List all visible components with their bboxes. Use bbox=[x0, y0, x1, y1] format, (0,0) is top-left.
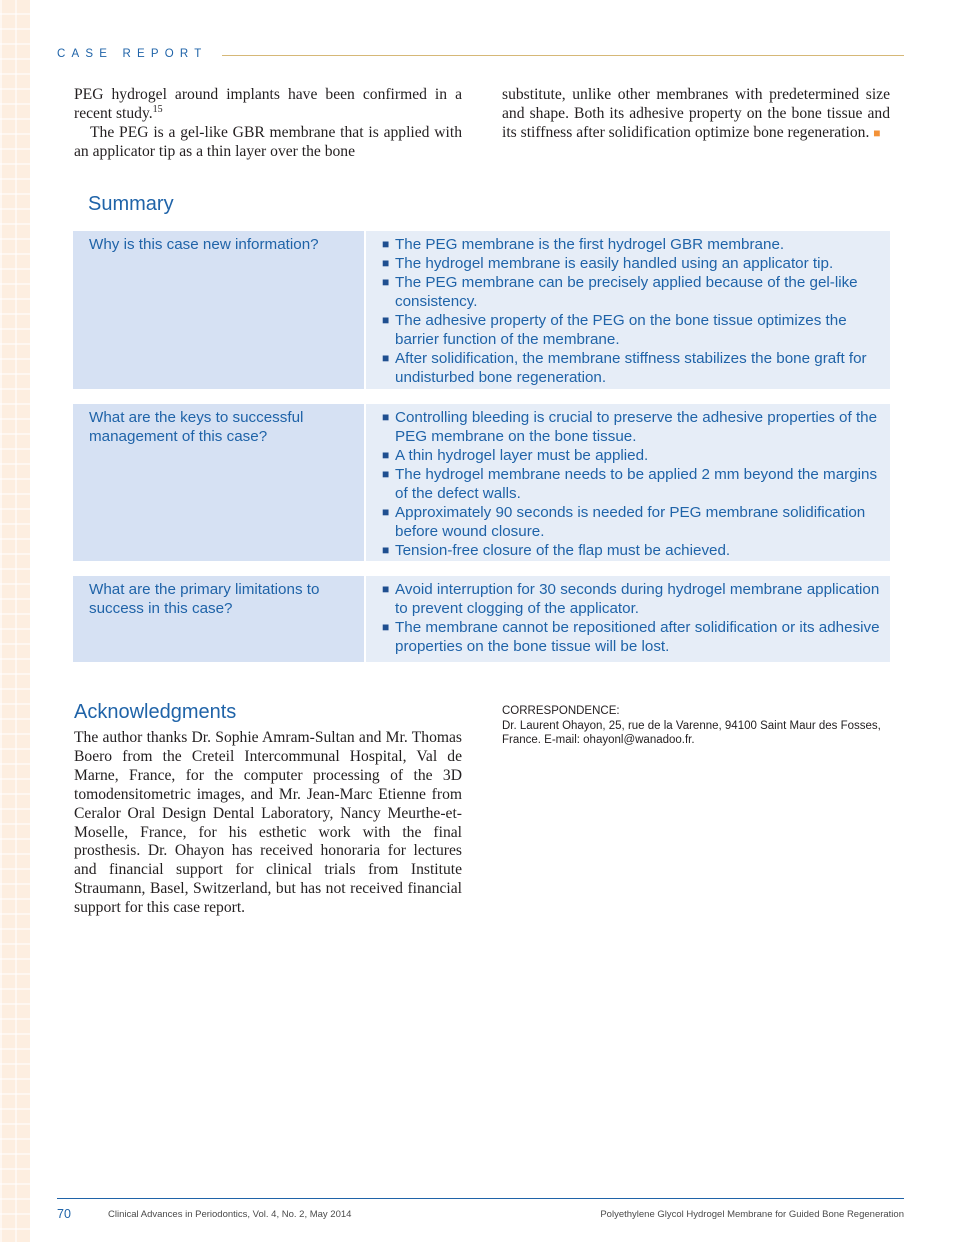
page-number: 70 bbox=[57, 1207, 71, 1221]
summary-answer-list bbox=[364, 576, 890, 662]
summary-answer-item bbox=[382, 446, 880, 465]
summary-answer-list bbox=[364, 404, 890, 561]
summary-heading: Summary bbox=[88, 193, 174, 215]
summary-answer-text: A thin hydrogel layer must be applied. bbox=[395, 447, 649, 464]
bullet-icon: ■ bbox=[382, 351, 390, 365]
bullet-icon: ■ bbox=[382, 582, 390, 596]
summary-answer-text: Tension-free closure of the flap must be achieved. bbox=[395, 542, 731, 559]
summary-row bbox=[73, 231, 890, 389]
footer-rule bbox=[57, 1198, 904, 1199]
summary-answer-item bbox=[382, 235, 880, 254]
correspondence-text: Dr. Laurent Ohayon, 25, rue de la Varenne, 94100 Saint Maur des Fosses, France. E-mail: ohayonl@wanadoo.fr. bbox=[502, 720, 881, 746]
summary-answer-text: After solidification, the membrane stiffness stabilizes the bone graft for undisturbed bone regeneration. bbox=[395, 350, 867, 386]
bullet-icon: ■ bbox=[382, 313, 390, 327]
bullet-icon: ■ bbox=[382, 543, 390, 557]
summary-answer-item bbox=[382, 580, 880, 618]
bullet-icon: ■ bbox=[382, 410, 390, 424]
bullet-icon: ■ bbox=[382, 237, 390, 251]
summary-answer-item bbox=[382, 408, 880, 446]
bullet-icon: ■ bbox=[382, 620, 390, 634]
body-column-left bbox=[74, 86, 462, 162]
header-rule bbox=[222, 55, 904, 56]
summary-answer-text: The PEG membrane can be precisely applied because of the gel-like consistency. bbox=[395, 274, 858, 310]
decorative-side-strip bbox=[0, 0, 30, 1242]
summary-answer-text: The PEG membrane is the first hydrogel GBR membrane. bbox=[395, 236, 785, 253]
citation-reference: 15 bbox=[152, 103, 163, 115]
summary-answer-text: The hydrogel membrane needs to be applied 2 mm beyond the margins of the defect walls. bbox=[395, 466, 878, 502]
bullet-icon: ■ bbox=[382, 448, 390, 462]
summary-answer-item bbox=[382, 465, 880, 503]
body-column-right bbox=[502, 86, 890, 143]
acknowledgments-heading: Acknowledgments bbox=[74, 701, 237, 723]
summary-question: Why is this case new information? bbox=[73, 231, 364, 389]
section-label: CASE REPORT bbox=[57, 48, 208, 60]
summary-answer-text: The adhesive property of the PEG on the bone tissue optimizes the barrier function of the membrane. bbox=[395, 312, 847, 348]
summary-answer-text: The membrane cannot be repositioned after solidification or its adhesive properties on the bone tissue will be lost. bbox=[395, 619, 880, 655]
body-paragraph bbox=[502, 86, 890, 143]
summary-answer-text: Approximately 90 seconds is needed for PEG membrane solidification before wound closure. bbox=[395, 504, 866, 540]
bullet-icon: ■ bbox=[382, 467, 390, 481]
summary-table bbox=[73, 231, 890, 677]
summary-answer-item bbox=[382, 541, 880, 560]
summary-question: What are the primary limitations to success in this case? bbox=[73, 576, 364, 662]
summary-answer-text: Controlling bleeding is crucial to preserve the adhesive properties of the PEG membrane on the bone tissue. bbox=[395, 409, 878, 445]
bullet-icon: ■ bbox=[382, 256, 390, 270]
summary-answer-item bbox=[382, 254, 880, 273]
paragraph-text: substitute, unlike other membranes with predetermined size and shape. Both its adhesive property on the bone tissue and its stiffness after solidification optimize bone regeneration. bbox=[502, 86, 890, 141]
correspondence-label: CORRESPONDENCE: bbox=[502, 705, 620, 717]
summary-answer-item bbox=[382, 618, 880, 656]
bullet-icon: ■ bbox=[382, 505, 390, 519]
bullet-icon: ■ bbox=[382, 275, 390, 289]
body-paragraph bbox=[74, 86, 462, 124]
acknowledgments-text: The author thanks Dr. Sophie Amram-Sultan and Mr. Thomas Boero from the Creteil Intercommunal Hospital, Val de Marne, France, for the computer processing of the 3D tomodensitometric images, and Mr. Jean-Marc Etienne from Ceralor Oral Design Dental Laboratory, Nancy Meurthe-et-Moselle, France, for his esthetic work with the final prosthesis. Dr. Ohayon has received honoraria for lectures and financial support for clinical trials from Institute Straumann, Basel, Switzerland, but has not received financial support for this case report. bbox=[74, 729, 462, 917]
summary-row bbox=[73, 404, 890, 561]
end-of-article-mark: ■ bbox=[873, 125, 881, 140]
journal-citation: Clinical Advances in Periodontics, Vol. 4, No. 2, May 2014 bbox=[108, 1209, 352, 1220]
summary-answer-item bbox=[382, 273, 880, 311]
summary-answer-text: Avoid interruption for 30 seconds during hydrogel membrane application to prevent clogging of the applicator. bbox=[395, 581, 880, 617]
summary-question: What are the keys to successful management of this case? bbox=[73, 404, 364, 561]
summary-answer-item bbox=[382, 311, 880, 349]
body-paragraph: The PEG is a gel-like GBR membrane that is applied with an applicator tip as a thin layer over the bone bbox=[74, 123, 462, 160]
running-title: Polyethylene Glycol Hydrogel Membrane for Guided Bone Regeneration bbox=[600, 1209, 904, 1220]
summary-answer-text: The hydrogel membrane is easily handled using an applicator tip. bbox=[395, 255, 834, 272]
summary-answer-list bbox=[364, 231, 890, 389]
summary-row bbox=[73, 576, 890, 662]
summary-answer-item bbox=[382, 349, 880, 387]
paragraph-text: PEG hydrogel around implants have been confirmed in a recent study. bbox=[74, 86, 462, 122]
summary-answer-item bbox=[382, 503, 880, 541]
